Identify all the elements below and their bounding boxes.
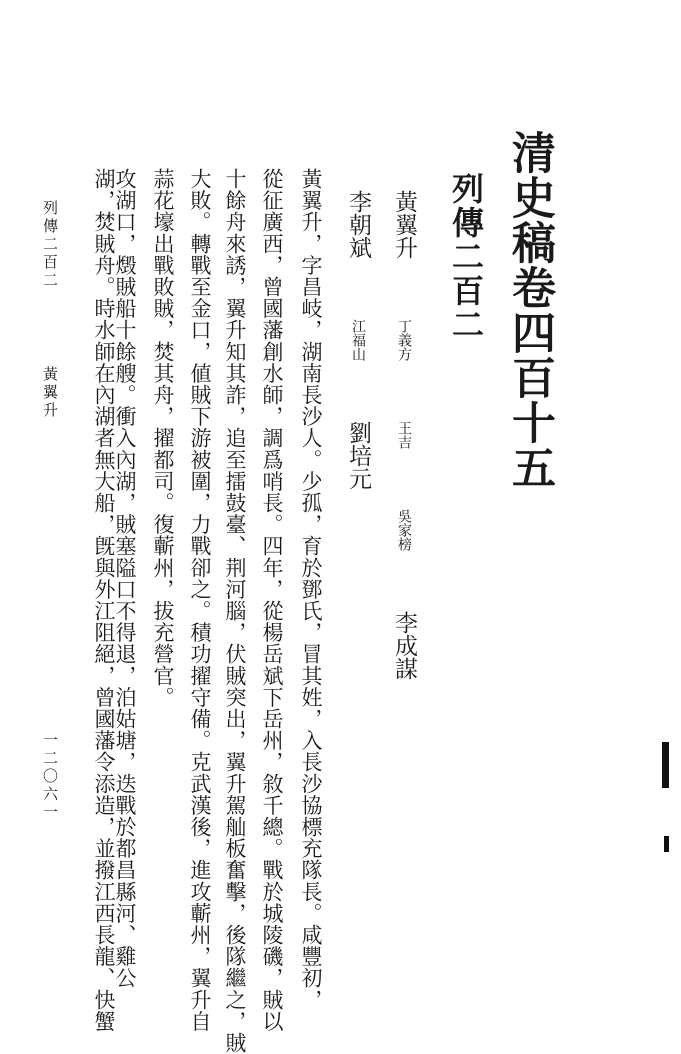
body-text-column: 大敗。轉戰至金口，値賊下游被圍，力戰卻之。積功擢守備。克武漢後，進攻蘄州，翼升自 bbox=[188, 168, 212, 1032]
body-text-column: 黃翼升，字昌岐，湖南長沙人。少孤，育於鄧氏，冒其姓，入長沙協標充隊長。咸豐初， bbox=[299, 168, 323, 1011]
subject-minor-name: 吳家榜 bbox=[396, 509, 412, 551]
scan-edge-mark bbox=[664, 836, 669, 852]
body-text-column: 從征廣西，曾國藩創水師，調爲哨長。四年，從楊岳斌下岳州，敘千總。戰於城陵磯，賊以 bbox=[260, 168, 284, 1032]
subject-line-2 bbox=[346, 190, 369, 490]
subject-main-name: 李成謀 bbox=[391, 611, 417, 680]
subject-main-name: 劉培元 bbox=[345, 421, 371, 490]
running-head-section: 列傳二百二 bbox=[41, 200, 59, 290]
subject-minor-name: 江福山 bbox=[350, 319, 366, 361]
subject-minor-name: 王吉 bbox=[396, 421, 412, 449]
running-head-name: 黃翼升 bbox=[41, 366, 59, 420]
subject-main-name: 李朝斌 bbox=[345, 190, 371, 259]
scan-edge-mark bbox=[662, 742, 669, 788]
body-text-column: 攻湖口，燬賊船十餘艘。衝入內湖，賊塞隘口不得退，泊姑塘，迭戰於都昌縣河、雞公 bbox=[113, 168, 137, 989]
subject-line-1 bbox=[392, 190, 415, 680]
page-number: 一二〇六一 bbox=[41, 732, 59, 822]
chapter-title: 列傳二百二 bbox=[447, 172, 485, 342]
subject-main-name: 黃翼升 bbox=[391, 190, 417, 259]
body-text-column: 湖，焚賊舟。時水師在內湖者無大船，旣與外江阻絕，曾國藩令添造，並撥江西長龍、快蟹 bbox=[92, 168, 116, 1032]
body-text-column: 蒜花壕出戰敗賊，焚其舟，擢都司。復蘄州，拔充營官。 bbox=[151, 168, 175, 708]
subject-minor-name: 丁義方 bbox=[396, 319, 412, 361]
body-text-column: 十餘舟來誘，翼升知其詐，追至擂鼓臺、荆河腦，伏賊突出，翼升駕舢板奮擊，後隊繼之，賊 bbox=[223, 168, 247, 1054]
book-title: 清史稿卷四百十五 bbox=[504, 130, 555, 490]
running-head bbox=[42, 200, 57, 420]
